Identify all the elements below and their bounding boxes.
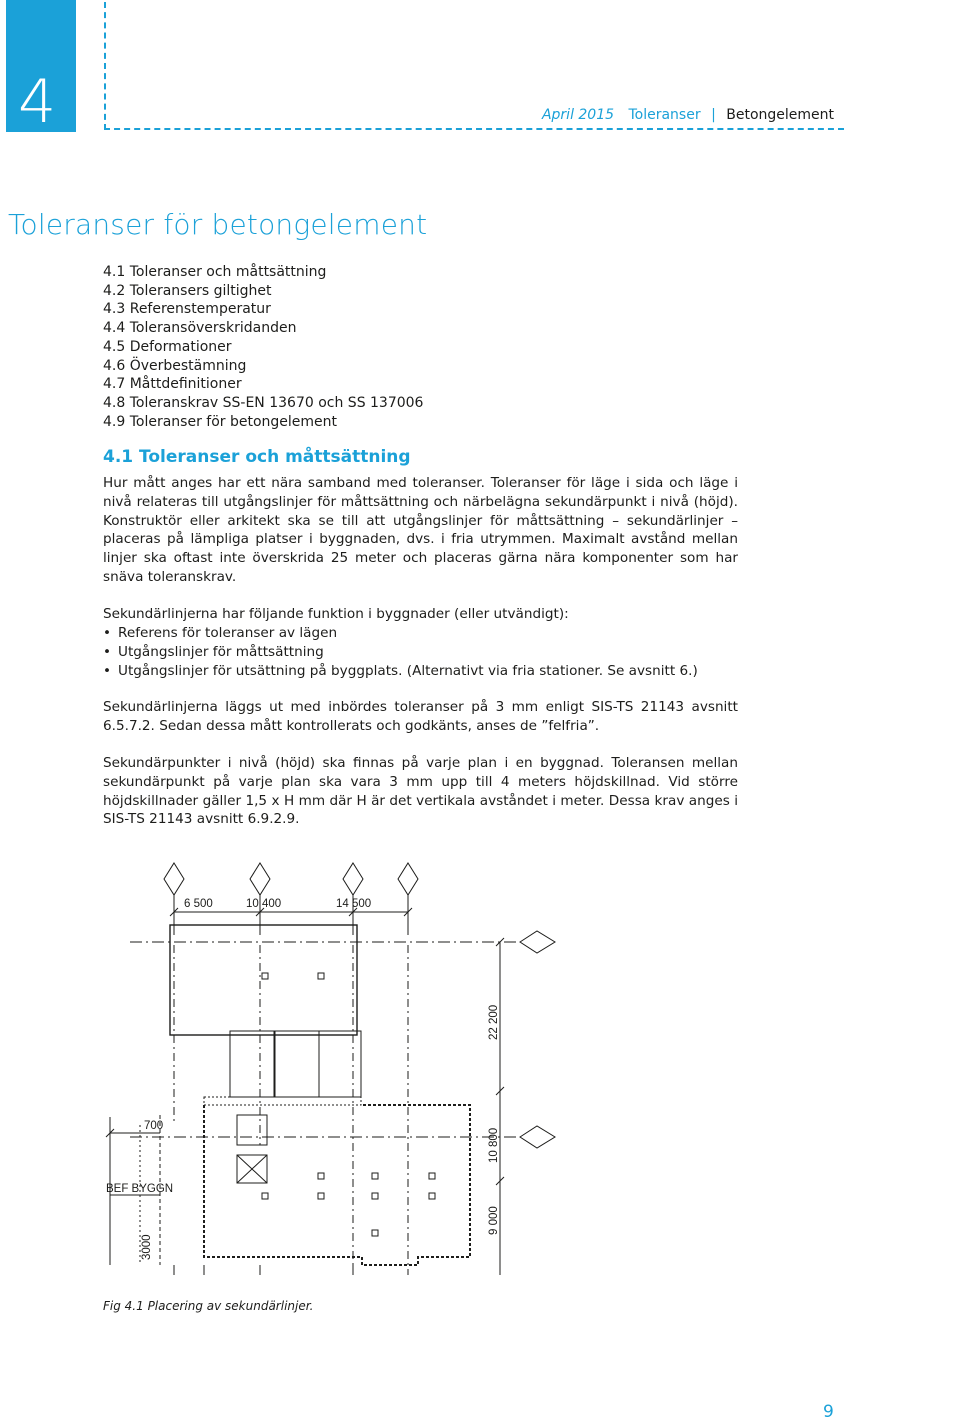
grid-marker-diamond — [343, 863, 363, 895]
dimension-label-top: 6 500 — [184, 898, 213, 910]
dimension-label-left: 700 — [144, 1120, 164, 1132]
running-head-topic: Toleranser — [628, 107, 701, 123]
toc-item: 4.3 Referenstemperatur — [103, 301, 271, 318]
dimension-label-right: 22 200 — [488, 1004, 500, 1040]
toc-item: 4.2 Toleransers giltighet — [103, 282, 272, 299]
page-number: 9 — [823, 1402, 834, 1422]
grid-marker-diamond — [520, 1126, 555, 1148]
floor-plan-drawing — [100, 855, 560, 1290]
toc-item: 4.5 Deformationer — [103, 338, 232, 355]
dimension-label-left: 3000 — [141, 1234, 153, 1260]
dimension-label-top: 14 500 — [336, 898, 372, 910]
toc-item: 4.8 Toleranskrav SS-EN 13670 och SS 137006 — [103, 394, 424, 411]
page-title: Toleranser för betongelement — [8, 208, 428, 241]
toc-item: 4.6 Överbestämning — [103, 357, 247, 374]
running-head-separator: | — [711, 107, 716, 123]
bullet-text: Referens för toleranser av lägen — [118, 625, 338, 641]
body-paragraph-3: Sekundärlinjerna läggs ut med inbördes toleranser på 3 mm enligt SIS-TS 21143 avsnitt 6.5.7.2. Sedan dessa mått kontrollerats och godkänts, anses de ”felfria”. — [103, 699, 738, 734]
grid-marker-diamond — [520, 931, 555, 953]
dimension-label-top: 10 400 — [246, 898, 282, 910]
grid-marker-diamond — [250, 863, 270, 895]
body-paragraph-2: Sekundärlinjerna har följande funktion i byggnader (eller utvändigt): — [103, 606, 569, 622]
running-head — [542, 107, 834, 123]
grid-marker-diamond — [164, 863, 184, 895]
bullet-text: Utgångslinjer för utsättning på byggplats. (Alternativt via fria stationer. Se avsnitt 6.) — [118, 662, 698, 679]
section-heading: 4.1 Toleranser och måttsättning — [103, 447, 411, 467]
toc-item: 4.4 Toleransöverskridanden — [103, 320, 297, 337]
toc-item: 4.9 Toleranser för betongelement — [103, 413, 338, 430]
running-head-date: April 2015 — [541, 107, 615, 123]
existing-building-label: BEF BYGGN — [106, 1183, 174, 1195]
figure-caption: Fig 4.1 Placering av sekundärlinjer. — [103, 1299, 314, 1313]
header-dashed-rule-horizontal — [104, 128, 844, 130]
bullet-item — [103, 624, 698, 643]
running-head-subtopic: Betongelement — [726, 107, 834, 123]
bullet-text: Utgångslinjer för måttsättning — [118, 643, 324, 660]
dimension-label-right: 10 800 — [488, 1127, 500, 1163]
table-of-contents — [103, 263, 423, 431]
bullet-list — [103, 624, 698, 680]
body-paragraph-1: Hur mått anges har ett nära samband med toleranser. Toleranser för läge i sida och läge i nivå relateras till utgångslinjer för måttsättning och närbelägna sekundärpunkt i nivå (höjd). Konstruktör eller arkitekt ska se till att utgångslinjer för måttsättning – sekundärlinjer – placeras på lämpliga platser i byggnaden, dvs. i fria utrymmen. Maximalt avstånd mellan linjer ska oftast inte överskrida 25 meter och placeras gärna nära komponenter som har snäva toleranskrav. — [103, 475, 738, 585]
bullet-item — [103, 643, 698, 662]
body-paragraph-4: Sekundärpunkter i nivå (höjd) ska finnas på varje plan i en byggnad. Toleransen mellan sekundärpunkt på varje plan ska vara 3 mm upp till 4 meters höjdskillnad. Vid större höjdskillnader gäller 1,5 x H mm där H är det vertikala avståndet i meter. Dessa krav anges i SIS-TS 21143 avsnitt 6.9.2.9. — [103, 755, 738, 828]
bullet-item — [103, 662, 698, 681]
grid-marker-diamond — [398, 863, 418, 895]
dimension-label-right: 9 000 — [488, 1206, 500, 1235]
floor-plan-figure — [100, 855, 560, 1290]
chapter-number: 4 — [18, 67, 57, 137]
toc-item: 4.1 Toleranser och måttsättning — [103, 264, 327, 280]
chapter-number-box — [6, 0, 76, 137]
header-dashed-rule-vertical — [104, 2, 106, 130]
toc-item: 4.7 Måttdefinitioner — [103, 376, 242, 393]
